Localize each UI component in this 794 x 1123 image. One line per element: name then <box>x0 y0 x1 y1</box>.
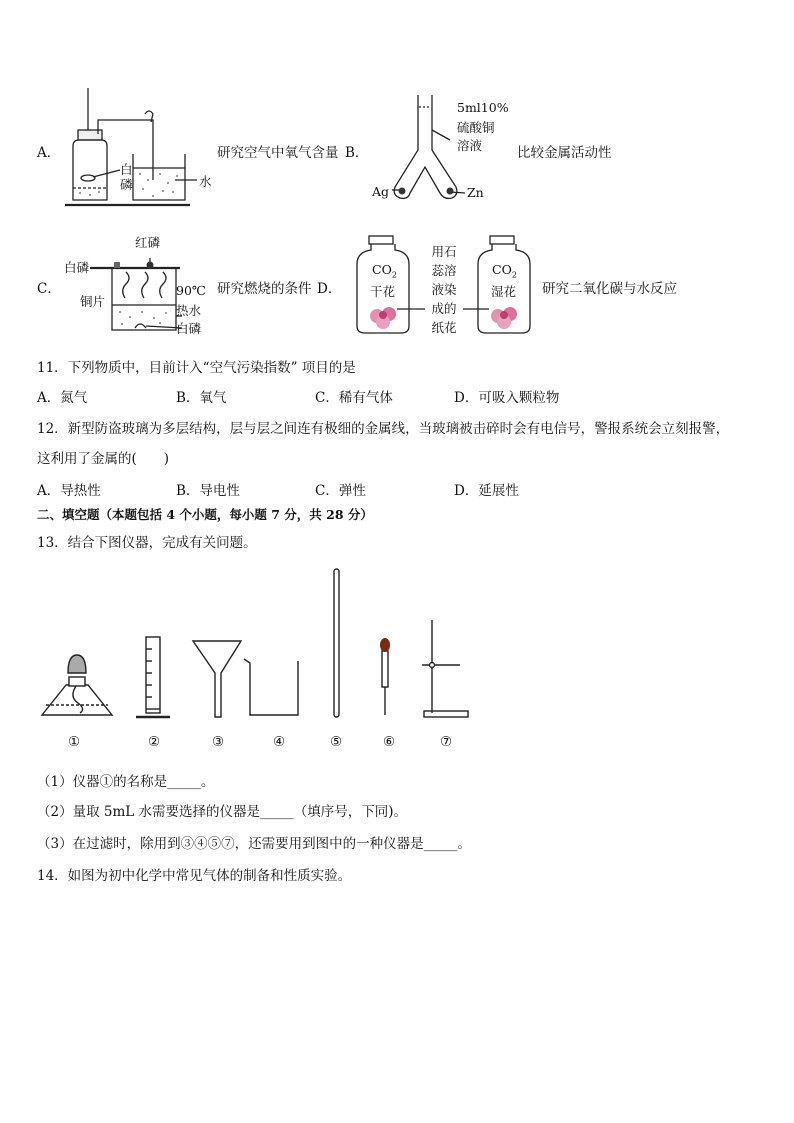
q11-option-b: B．氧气 <box>176 390 227 406</box>
glass-rod-icon <box>334 569 339 717</box>
q12-option-c: C．弹性 <box>315 483 366 499</box>
funnel-icon <box>193 641 241 717</box>
q11-option-d: D．可吸入颗粒物 <box>454 390 560 406</box>
label-white-phosphorus-top: 白磷 <box>64 260 90 275</box>
option-a-caption: 研究空气中氧气含量 <box>217 145 339 161</box>
label-wet-flower: 湿花 <box>491 284 517 299</box>
q11-option-c: C．稀有气体 <box>315 390 393 406</box>
label-zn: Zn <box>467 185 484 200</box>
section-2-heading: 二、填空题（本题包括 4 个小题，每小题 7 分，共 28 分） <box>37 507 373 522</box>
option-c-caption: 研究燃烧的条件 <box>217 281 312 297</box>
option-d-letter: D． <box>317 281 342 297</box>
instrument-number-1: ① <box>68 734 81 750</box>
apparatus-a-oxygen-content <box>65 88 215 210</box>
co2-right-label: $CO_2$ <box>492 262 517 280</box>
option-b-caption: 比较金属活动性 <box>517 145 612 161</box>
option-c-letter: C． <box>37 281 61 297</box>
q12-option-b: B．导电性 <box>176 483 240 499</box>
label-white: 白 <box>120 162 133 177</box>
q12-stem-line1: 12．新型防盗玻璃为多层结构，层与层之间连有极细的金属线，当玻璃被击碎时会有电信号，警报系统会立刻报警， <box>37 421 730 437</box>
label-copper: 铜片 <box>80 294 106 309</box>
graduated-cylinder-icon <box>136 637 170 717</box>
litmus-paper-flower-label: 用石 蕊溶 液染 成的 纸花 <box>431 244 457 335</box>
q13-sub3: （3）在过滤时，除用到③④⑤⑦，还需要用到图中的一种仪器是_____。 <box>37 836 471 852</box>
label-phosphorus: 磷 <box>120 177 133 192</box>
co2-left-label: $CO_2$ <box>372 262 397 280</box>
reagent-line-3: 溶液 <box>457 138 483 153</box>
label-red-phosphorus: 红磷 <box>135 235 161 250</box>
alcohol-lamp-icon <box>42 655 112 715</box>
reagent-line-2: 硫酸铜 <box>457 120 495 135</box>
label-ag: Ag <box>372 184 390 199</box>
q13-sub1: （1）仪器①的名称是_____。 <box>37 774 215 790</box>
instrument-number-3: ③ <box>212 734 225 750</box>
reagent-line-1: 5ml10% <box>457 100 509 115</box>
q11-option-a: A．氮气 <box>37 390 88 406</box>
label-water: 水 <box>199 174 212 189</box>
instrument-number-7: ⑦ <box>440 734 453 750</box>
option-b-letter: B． <box>345 145 369 161</box>
q13-sub2: （2）量取 5mL 水需要选择的仪器是_____（填序号，下同)。 <box>37 804 408 820</box>
label-temperature: 90℃ <box>176 283 206 298</box>
label-dry-flower: 干花 <box>370 284 396 299</box>
q13-stem: 13．结合下图仪器，完成有关问题。 <box>37 535 257 551</box>
option-a-letter: A． <box>37 145 61 161</box>
q14-stem: 14．如图为初中化学中常见气体的制备和性质实验。 <box>37 868 352 884</box>
instrument-number-6: ⑥ <box>383 734 396 750</box>
iron-stand-icon <box>422 620 468 717</box>
q12-option-a: A．导热性 <box>37 483 101 499</box>
option-d-caption: 研究二氧化碳与水反应 <box>542 281 677 297</box>
q11-stem: 11．下列物质中，目前计入“空气污染指数” 项目的是 <box>37 360 356 376</box>
q12-option-d: D．延展性 <box>454 483 519 499</box>
instrument-number-5: ⑤ <box>330 734 343 750</box>
q12-stem-line2: 这利用了金属的( ) <box>37 451 170 467</box>
instruments-figure <box>36 565 476 725</box>
dropper-icon <box>382 651 388 715</box>
instrument-number-4: ④ <box>273 734 286 750</box>
label-white-phosphorus-bottom: 白磷 <box>176 321 202 336</box>
instrument-number-2: ② <box>148 734 161 750</box>
label-hot-water: 热水 <box>176 303 202 318</box>
beaker-icon <box>244 659 298 715</box>
